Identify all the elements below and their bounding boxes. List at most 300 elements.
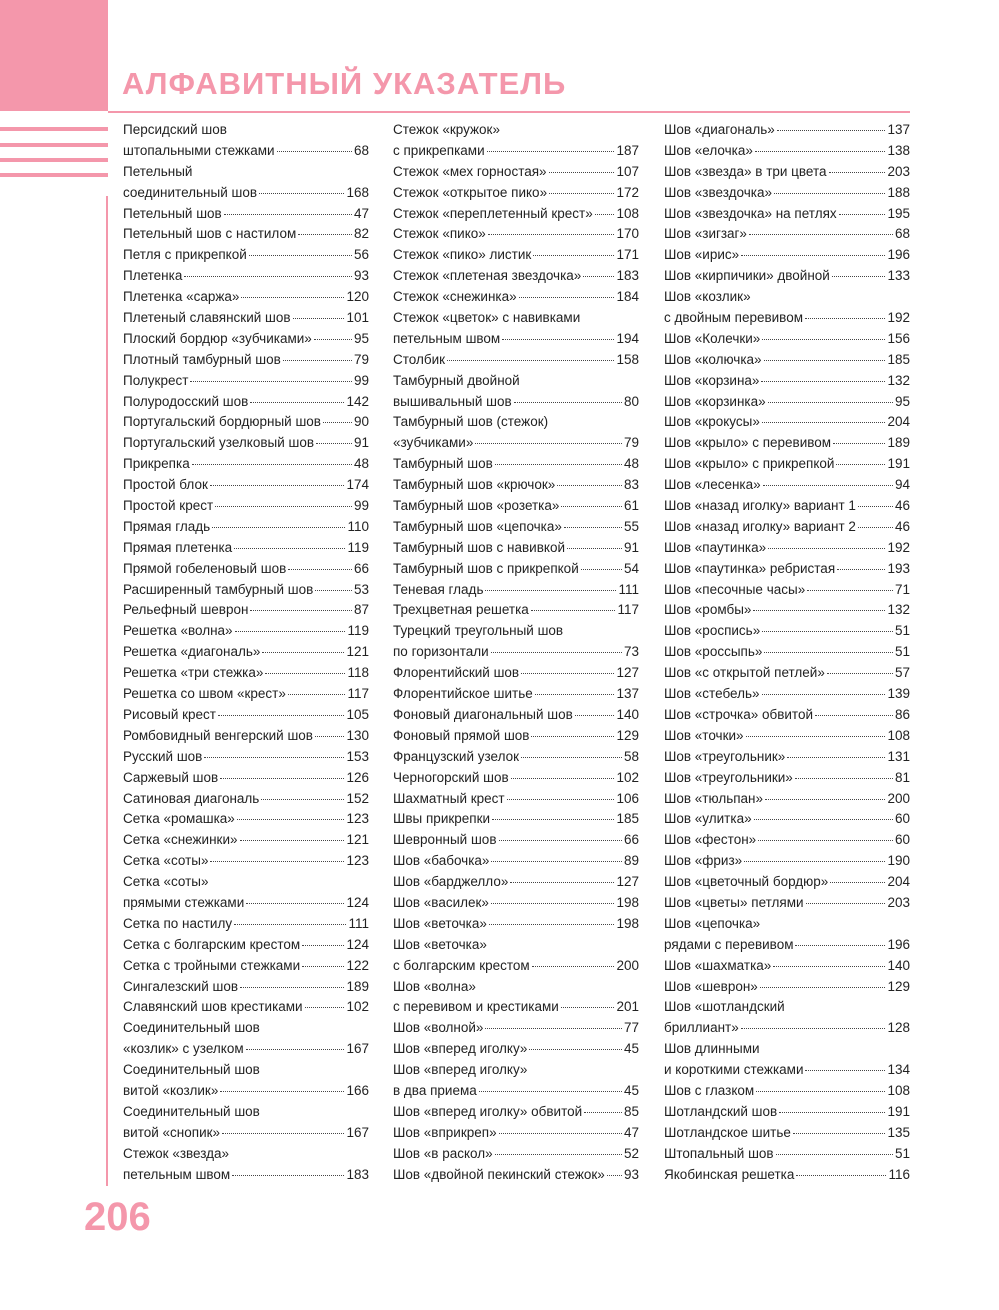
index-entry-page: 56: [353, 247, 369, 263]
dot-leader: [240, 840, 345, 841]
index-entry-page: 66: [623, 832, 639, 848]
index-entry: [123, 809, 369, 830]
index-entry-label: Шов «корзинка»: [664, 393, 766, 409]
dot-leader: [232, 1175, 344, 1176]
dot-leader: [259, 193, 344, 194]
dot-leader: [762, 339, 885, 340]
index-entry-label: Плоский бордюр «зубчиками»: [123, 330, 312, 346]
index-entry-label: Шов «в раскол»: [393, 1145, 493, 1161]
index-entry-label: Петельный: [123, 163, 193, 179]
header-divider: [108, 111, 910, 113]
dot-leader: [305, 1007, 345, 1008]
index-entry-page: 135: [887, 1124, 910, 1140]
index-entry-label: Шов «вперед иголку»: [393, 1062, 528, 1078]
dot-leader: [564, 527, 622, 528]
index-entry: [664, 1060, 910, 1081]
dot-leader: [210, 861, 344, 862]
index-entry-page: 111: [618, 581, 639, 597]
index-entry: [393, 726, 639, 747]
index-entry-label: соединительный шов: [123, 184, 257, 200]
index-entry: [393, 600, 639, 621]
index-entry-label: Шов «строчка» обвитой: [664, 706, 814, 722]
dot-leader: [595, 214, 615, 215]
index-entry-label: Славянский шов крестиками: [123, 999, 303, 1015]
index-entry-label: Сетка «снежинки»: [123, 832, 238, 848]
index-entry-page: 189: [887, 435, 910, 451]
index-entry: [393, 1123, 639, 1144]
index-entry: [664, 789, 910, 810]
index-entry-page: 68: [353, 142, 369, 158]
index-entry: [393, 768, 639, 789]
index-entry: [123, 245, 369, 266]
index-entry: [393, 684, 639, 705]
index-entry-label: Шов «василек»: [393, 894, 489, 910]
index-entry: [664, 977, 910, 998]
index-entry-label: Шов «бабочка»: [393, 853, 490, 869]
dot-leader: [240, 987, 344, 988]
index-entry-label: Петельный шов с настилом: [123, 226, 297, 242]
index-entry: [123, 412, 369, 433]
index-entry: [123, 141, 369, 162]
index-entry-page: 99: [353, 498, 369, 514]
index-entry-page: 172: [616, 184, 639, 200]
dot-leader: [499, 840, 622, 841]
dot-leader: [315, 736, 345, 737]
index-entry-label: Шов «цепочка»: [664, 915, 761, 931]
index-entry-label: Рельефный шеврон: [123, 602, 249, 618]
index-entry-label: Шов «колючка»: [664, 351, 762, 367]
index-entry: [393, 956, 639, 977]
index-entry: [393, 183, 639, 204]
index-entry-page: 61: [623, 498, 639, 514]
index-entry-page: 183: [616, 268, 639, 284]
index-entry-label: Соединительный шов: [123, 1103, 260, 1119]
dot-leader: [491, 652, 622, 653]
dot-leader: [764, 652, 893, 653]
index-entry: [123, 329, 369, 350]
index-entry: [393, 412, 639, 433]
dot-leader: [746, 736, 886, 737]
index-entry: [664, 747, 910, 768]
index-entry-label: Шов «звезда» в три цвета: [664, 163, 827, 179]
index-entry: [123, 830, 369, 851]
index-entry: [123, 454, 369, 475]
index-entry-page: 121: [346, 832, 369, 848]
index-entry: [664, 308, 910, 329]
index-entry: [123, 789, 369, 810]
index-entry-label: с болгарским крестом: [393, 957, 530, 973]
index-entry-page: 87: [353, 602, 369, 618]
index-entry: [393, 538, 639, 559]
index-entry-page: 168: [346, 184, 369, 200]
index-entry-page: 138: [887, 142, 910, 158]
index-entry: [123, 120, 369, 141]
index-entry-page: 116: [888, 1166, 910, 1182]
index-entry-page: 203: [887, 894, 910, 910]
dot-leader: [741, 255, 885, 256]
index-entry: [393, 559, 639, 580]
index-entry: [664, 663, 910, 684]
index-entry-label: Шов «крыло» с прикрепкой: [664, 456, 835, 472]
index-entry: [664, 266, 910, 287]
dot-leader: [492, 819, 614, 820]
index-entry-page: 158: [616, 351, 639, 367]
dot-leader: [744, 861, 885, 862]
index-entry-label: витой «снопик»: [123, 1124, 221, 1140]
index-entry: [664, 496, 910, 517]
index-entry-page: 77: [623, 1020, 639, 1036]
accent-stripe: [0, 127, 108, 131]
dot-leader: [858, 506, 893, 507]
index-entry-page: 79: [623, 435, 639, 451]
index-entry-page: 123: [346, 853, 369, 869]
index-entry-page: 140: [616, 706, 639, 722]
index-entry-page: 188: [887, 184, 910, 200]
index-entry-page: 185: [887, 351, 910, 367]
index-entry: [123, 204, 369, 225]
dot-leader: [762, 694, 886, 695]
index-entry: [123, 433, 369, 454]
index-entry-page: 95: [353, 330, 369, 346]
index-entry: [664, 204, 910, 225]
index-entry-page: 117: [617, 602, 639, 618]
index-entry: [393, 266, 639, 287]
dot-leader: [529, 1049, 622, 1050]
index-entry-page: 123: [346, 811, 369, 827]
index-entry-page: 192: [887, 539, 910, 555]
index-entry-label: Тамбурный шов с навивкой: [393, 539, 565, 555]
index-entry-page: 132: [887, 372, 910, 388]
index-entry-page: 128: [887, 1020, 910, 1036]
page-title: АЛФАВИТНЫЙ УКАЗАТЕЛЬ: [122, 66, 567, 101]
dot-leader: [502, 339, 614, 340]
index-entry-label: Шов «вперед иголку»: [393, 1041, 528, 1057]
index-entry-page: 140: [887, 957, 910, 973]
index-entry-page: 119: [347, 623, 369, 639]
dot-leader: [511, 778, 615, 779]
index-entry-label: Шов «звездочка» на петлях: [664, 205, 837, 221]
index-entry: [393, 893, 639, 914]
index-entry-label: Теневая гладь: [393, 581, 484, 597]
index-entry-label: Плетенка: [123, 268, 183, 284]
index-entry: [123, 350, 369, 371]
index-entry-page: 51: [894, 644, 910, 660]
index-entry-page: 137: [887, 122, 910, 137]
index-entry-label: Шов «звездочка»: [664, 184, 772, 200]
index-entry: [664, 997, 910, 1018]
index-entry-page: 81: [894, 769, 910, 785]
index-entry: [664, 183, 910, 204]
dot-leader: [215, 506, 352, 507]
index-entry: [664, 245, 910, 266]
index-entry: [393, 1165, 639, 1186]
corner-accent-block: [0, 0, 108, 111]
index-entry-page: 83: [623, 477, 639, 493]
index-entry: [123, 1144, 369, 1165]
index-entry-label: по горизонтали: [393, 644, 489, 660]
index-entry: [123, 392, 369, 413]
index-entry-page: 91: [623, 539, 639, 555]
index-entry: [664, 1081, 910, 1102]
index-entry: [664, 851, 910, 872]
index-entry-label: Соединительный шов: [123, 1020, 260, 1036]
index-entry-page: 111: [348, 915, 369, 931]
index-entry-label: Шов «корзина»: [664, 372, 760, 388]
index-entry: [123, 705, 369, 726]
index-entry-page: 198: [616, 915, 639, 931]
dot-leader: [829, 172, 886, 173]
index-entry: [664, 705, 910, 726]
index-entry: [393, 308, 639, 329]
index-entry: [664, 141, 910, 162]
index-entry: [393, 496, 639, 517]
index-entry-label: Сетка с тройными стежками: [123, 957, 301, 973]
dot-leader: [805, 318, 885, 319]
index-entry-page: 190: [887, 853, 910, 869]
dot-leader: [315, 590, 352, 591]
index-entry-page: 191: [887, 1103, 910, 1119]
index-entry-label: витой «козлик»: [123, 1082, 219, 1098]
index-entry-page: 124: [346, 936, 369, 952]
index-entry-label: бриллиант»: [664, 1020, 739, 1036]
index-entry-page: 126: [346, 769, 369, 785]
dot-leader: [830, 882, 885, 883]
index-entry-label: Шов с глазком: [664, 1082, 755, 1098]
index-entry-label: Шов «треугольник»: [664, 748, 786, 764]
index-entry-label: Сетка «соты»: [123, 874, 209, 890]
index-entry-label: Шов «крокусы»: [664, 414, 760, 430]
dot-leader: [575, 715, 615, 716]
index-entry-page: 105: [346, 706, 369, 722]
dot-leader: [777, 130, 886, 131]
index-entry-page: 170: [616, 226, 639, 242]
index-entry-page: 118: [347, 665, 369, 681]
index-entry: [393, 935, 639, 956]
index-entry-page: 129: [616, 727, 639, 743]
dot-leader: [815, 715, 893, 716]
index-entry-page: 130: [346, 727, 369, 743]
dot-leader: [763, 485, 893, 486]
index-entry: [393, 245, 639, 266]
index-entry-label: Шов «двойной пекинский стежок»: [393, 1166, 605, 1182]
index-entry-page: 46: [894, 518, 910, 534]
index-entry-label: Плетенка «саржа»: [123, 289, 240, 305]
index-entry-label: Шахматный крест: [393, 790, 505, 806]
index-entry: [123, 517, 369, 538]
index-entry-label: Якобинская решетка: [664, 1166, 795, 1182]
index-entry-label: петельным швом: [123, 1166, 231, 1182]
index-entry: [664, 162, 910, 183]
index-entry: [393, 329, 639, 350]
index-entry-page: 47: [353, 205, 369, 221]
index-entry-page: 183: [346, 1166, 369, 1182]
index-entry-label: Трехцветная решетка: [393, 602, 529, 618]
dot-leader: [283, 360, 352, 361]
index-entry: [123, 1165, 369, 1186]
index-entry-label: Тамбурный шов: [393, 456, 493, 472]
dot-leader: [514, 402, 622, 403]
index-entry-page: 46: [894, 498, 910, 514]
index-entry: [664, 371, 910, 392]
index-entry-label: Тамбурный двойной: [393, 372, 520, 388]
index-entry: [393, 914, 639, 935]
index-entry: [664, 412, 910, 433]
dot-leader: [762, 631, 893, 632]
index-column-1: [123, 120, 369, 1185]
index-entry-label: Шов «треугольники»: [664, 769, 793, 785]
index-entry: [123, 1039, 369, 1060]
index-entry: [393, 809, 639, 830]
index-entry-label: Столбик: [393, 351, 446, 367]
index-entry-label: Флорентийское шитье: [393, 686, 533, 702]
index-entry-page: 117: [347, 686, 369, 702]
index-entry: [123, 747, 369, 768]
index-entry: [664, 893, 910, 914]
index-entry-label: Шов «тюльпан»: [664, 790, 764, 806]
index-entry: [664, 287, 910, 308]
index-entry: [393, 454, 639, 475]
dot-leader: [288, 569, 352, 570]
dot-leader: [265, 673, 345, 674]
dot-leader: [833, 443, 885, 444]
index-entry-label: Стежок «пико»: [393, 226, 486, 242]
index-entry-page: 167: [346, 1124, 369, 1140]
dot-leader: [495, 1154, 622, 1155]
accent-stripe: [0, 143, 108, 147]
dot-leader: [235, 631, 346, 632]
index-entry-label: Саржевый шов: [123, 769, 219, 785]
dot-leader: [533, 255, 614, 256]
index-entry-page: 108: [616, 205, 639, 221]
dot-leader: [531, 736, 614, 737]
index-entry: [664, 350, 910, 371]
dot-leader: [754, 819, 893, 820]
index-entry: [393, 642, 639, 663]
index-entry: [123, 1081, 369, 1102]
index-entry: [123, 538, 369, 559]
index-entry: [123, 893, 369, 914]
index-entry-label: Шов длинными: [664, 1041, 760, 1057]
index-entry: [123, 726, 369, 747]
index-entry: [393, 1060, 639, 1081]
dot-leader: [190, 381, 352, 382]
index-entry-page: 106: [616, 790, 639, 806]
dot-leader: [787, 757, 885, 758]
index-entry: [123, 183, 369, 204]
index-entry-page: 132: [887, 602, 910, 618]
dot-leader: [796, 1175, 886, 1176]
dot-leader: [302, 966, 344, 967]
index-entry-label: Турецкий треугольный шов: [393, 623, 564, 639]
dot-leader: [237, 819, 345, 820]
dot-leader: [210, 485, 345, 486]
dot-leader: [488, 234, 615, 235]
dot-leader: [764, 360, 886, 361]
dot-leader: [314, 339, 352, 340]
index-entry: [393, 287, 639, 308]
index-entry: [664, 642, 910, 663]
index-entry-page: 60: [894, 832, 910, 848]
index-entry-page: 93: [353, 268, 369, 284]
index-entry-label: Шов «елочка»: [664, 142, 753, 158]
index-entry-label: петельным швом: [393, 330, 501, 346]
index-column-3: [664, 120, 910, 1185]
index-entry-page: 166: [346, 1082, 369, 1098]
index-entry-label: рядами с перевивом: [664, 936, 794, 952]
dot-leader: [561, 506, 622, 507]
dot-leader: [192, 464, 352, 465]
index-entry: [393, 1102, 639, 1123]
index-entry: [123, 997, 369, 1018]
index-entry-label: прямыми стежками: [123, 894, 245, 910]
index-entry-page: 127: [616, 665, 639, 681]
index-entry: [664, 684, 910, 705]
dot-leader: [557, 485, 622, 486]
index-entry: [664, 1123, 910, 1144]
page-number: 206: [84, 1195, 151, 1239]
index-entry-page: 95: [894, 393, 910, 409]
index-entry-page: 131: [887, 748, 910, 764]
dot-leader: [741, 1028, 886, 1029]
index-entry-page: 184: [616, 289, 639, 305]
index-entry: [123, 580, 369, 601]
dot-leader: [447, 360, 614, 361]
index-entry: [123, 496, 369, 517]
index-entry-label: с перевивом и крестиками: [393, 999, 559, 1015]
index-entry-label: Плотный тамбурный шов: [123, 351, 281, 367]
index-entry-page: 201: [616, 999, 639, 1015]
index-entry: [664, 392, 910, 413]
index-entry: [123, 1018, 369, 1039]
index-entry-label: Петля с прикрепкой: [123, 247, 247, 263]
dot-leader: [302, 945, 344, 946]
dot-leader: [827, 673, 893, 674]
dot-leader: [521, 673, 614, 674]
dot-leader: [756, 1091, 885, 1092]
dot-leader: [755, 151, 886, 152]
index-entry-label: Шов «вперед иголку» обвитой: [393, 1103, 583, 1119]
index-entry-label: Прямой гобеленовый шов: [123, 560, 287, 576]
index-entry-label: Шотландский шов: [664, 1103, 778, 1119]
dot-leader: [531, 610, 616, 611]
index-entry-page: 195: [887, 205, 910, 221]
index-entry: [123, 371, 369, 392]
dot-leader: [779, 1112, 885, 1113]
index-entry-page: 200: [616, 957, 639, 973]
index-entry-label: Решетка «три стежка»: [123, 665, 264, 681]
dot-leader: [491, 903, 615, 904]
index-entry-label: Шов «крыло» с перевивом: [664, 435, 832, 451]
index-entry: [393, 120, 639, 141]
index-entry: [664, 621, 910, 642]
index-entry: [664, 1018, 910, 1039]
index-entry-page: 58: [623, 748, 639, 764]
index-entry: [393, 872, 639, 893]
index-entry-label: Решетка со швом «крест»: [123, 686, 286, 702]
dot-leader: [288, 694, 346, 695]
index-entry-page: 110: [347, 518, 369, 534]
index-entry-page: 66: [353, 560, 369, 576]
index-entry-label: Петельный шов: [123, 205, 222, 221]
index-entry-label: Шов «Колечки»: [664, 330, 761, 346]
index-entry: [393, 747, 639, 768]
index-entry-label: Прямая плетенка: [123, 539, 233, 555]
index-entry-page: 121: [346, 644, 369, 660]
index-entry-label: Португальский бордюрный шов: [123, 414, 321, 430]
dot-leader: [805, 1070, 885, 1071]
dot-leader: [222, 1133, 344, 1134]
index-entry: [393, 224, 639, 245]
